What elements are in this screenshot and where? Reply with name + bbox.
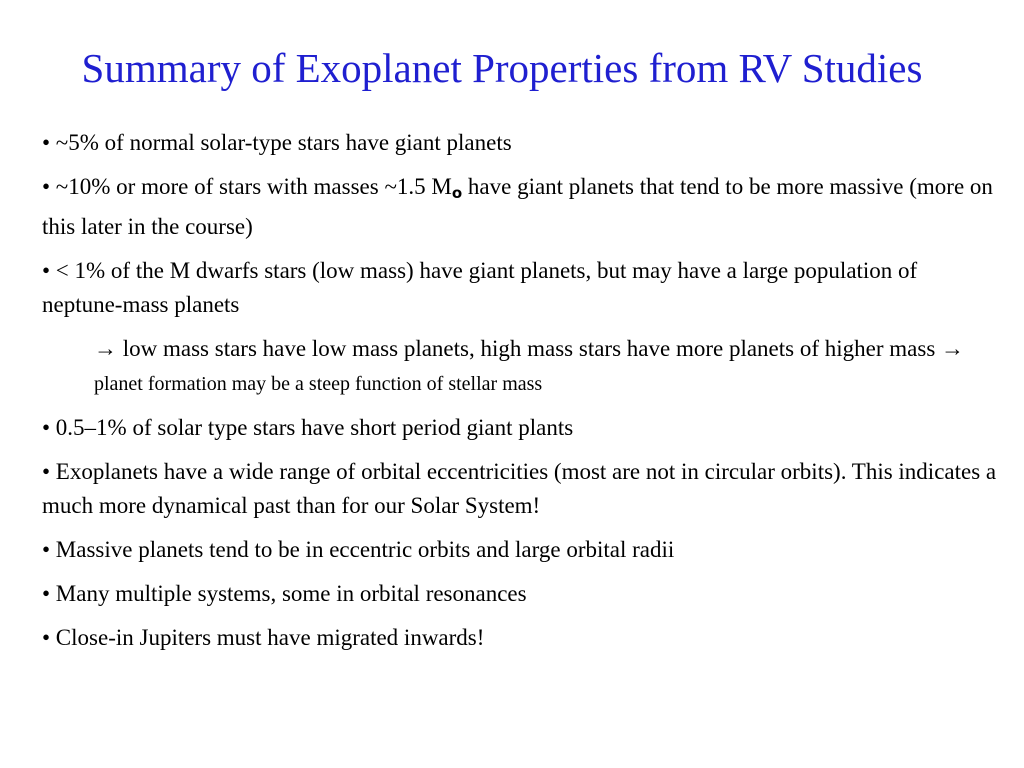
bullet-item: • Massive planets tend to be in eccentric orbits and large orbital radii	[42, 537, 675, 562]
bullet-text: • ~10% or more of stars with masses ~1.5 M	[42, 174, 452, 199]
sub-bullet-small-text: planet formation may be a steep function of stellar mass	[94, 373, 543, 395]
bullet-item: • Close-in Jupiters must have migrated inwards!	[42, 625, 485, 650]
slide-title: Summary of Exoplanet Properties from RV Studies	[81, 45, 923, 91]
bullet-item: • Exoplanets have a wide range of orbital eccentricities (most are not in circular orbits). This indicates a much more dynamical past than for our Solar System!	[42, 459, 997, 518]
bullet-item: • Many multiple systems, some in orbital resonances	[42, 581, 527, 606]
bullet-item	[42, 170, 1002, 244]
sub-bullet-item	[94, 332, 1004, 401]
sub-bullet-text: → low mass stars have low mass planets, high mass stars have more planets of higher mass →	[94, 336, 965, 361]
bullet-item: • 0.5–1% of solar type stars have short period giant plants	[42, 415, 574, 440]
bullet-item: • ~5% of normal solar-type stars have giant planets	[42, 130, 512, 155]
solar-mass-subscript: o	[451, 184, 463, 202]
bullet-text: have giant planets that tend to be more massive (more on this later in the course)	[42, 174, 993, 239]
bullet-list	[42, 126, 1002, 665]
bullet-item: • < 1% of the M dwarfs stars (low mass) have giant planets, but may have a large population of neptune-mass planets	[42, 258, 918, 317]
